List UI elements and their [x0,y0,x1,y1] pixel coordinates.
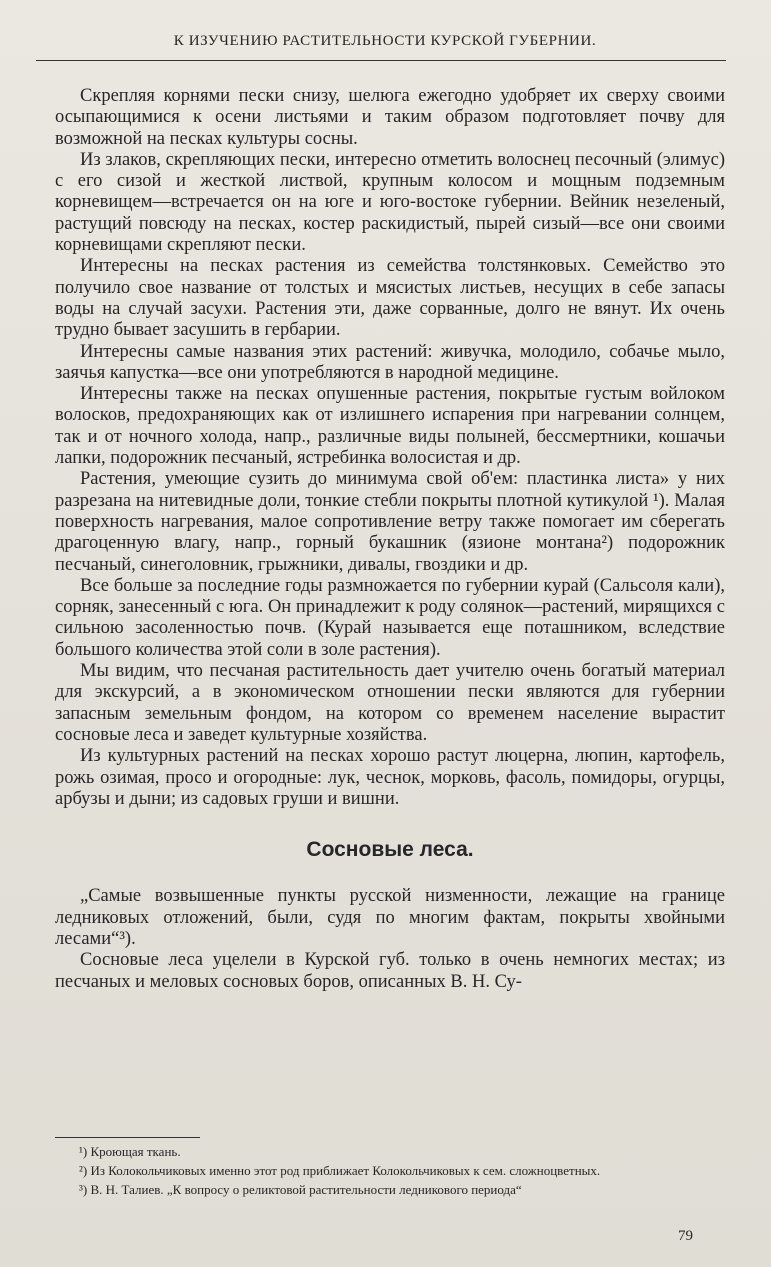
paragraph: „Самые возвышенные пункты русской низменности, лежащие на границе ледниковых отложений, были, судя по многим фактам, покрыты хвойными лесами“³). [55,886,725,949]
paragraph: Из культурных растений на песках хорошо растут люцерна, люпин, картофель, рожь озимая, просо и огородные: лук, чеснок, морковь, фасоль, помидоры, огурцы, арбузы и дыни; из садовых груши и вишни. [55,746,725,809]
paragraph: Сосновые леса уцелели в Курской губ. только в очень немногих местах; из песчаных и меловых сосновых боров, описанных В. Н. Су- [55,950,725,992]
footnotes [55,1142,725,1199]
footnote-rule [55,1137,200,1138]
paragraph: Интересны на песках растения из семейства толстянковых. Семейство это получило свое название от толстых и мясистых листьев, несущих в себе запасы воды на случай засухи. Растения эти, даже сорванные, долго не вянут. Их очень трудно бывает засушить в гербарии. [55,256,725,341]
page-number: 79 [678,1228,693,1244]
footnote: ³) В. Н. Талиев. „К вопросу о реликтовой растительности ледникового периода“ [79,1182,522,1197]
section-title: Сосновые леса. [306,838,474,862]
body-text [55,86,725,993]
footnote: ¹) Кроющая ткань. [79,1144,181,1159]
paragraph: Растения, умеющие сузить до минимума свой об'ем: пластинка листа» у них разрезана на нитевидные доли, тонкие стебли покрыты плотной кутикулой ¹). Малая поверхность нагревания, малое сопротивление ветру также помогает им сберегать драгоценную влагу, напр., горный букашник (язионе монтана²) подорожник песчаный, синеголовник, грыжники, дивалы, гвоздики и др. [55,469,725,575]
footnote: ²) Из Колокольчиковых именно этот род приближает Колокольчиковых к сем. сложноцветных. [79,1163,601,1178]
paragraph: Из злаков, скрепляющих пески, интересно отметить волоснец песочный (элимус) с его сизой и жесткой листвой, крупным колосом и мощным подземным корневищем—встречается он на юге и юго-востоке губернии. Вейник незеленый, растущий повсюду на песках, костер раскидистый, пырей сизый—все они своими корневищами скрепляют пески. [55,149,725,256]
running-head: К ИЗУЧЕНИЮ РАСТИТЕЛЬНОСТИ КУРСКОЙ ГУБЕРНИИ. [173,33,597,49]
header-rule [36,60,726,61]
paragraph: Скрепляя корнями пески снизу, шелюга ежегодно удобряет их сверху своими осыпающимися к осени листьями и таким образом подготовляет почву для возможной на песках культуры сосны. [55,86,725,149]
paragraph: Интересны также на песках опушенные растения, покрытые густым войлоком волосков, предохраняющих как от излишнего испарения при нагревании солнцем, так и от ночного холода, напр., различные виды полыней, бессмертники, кошачьи лапки, подорожник песчаный, ястребинка волосистая и др. [55,384,725,469]
paragraph: Мы видим, что песчаная растительность дает учителю очень богатый материал для экскурсий, а в экономическом отношении пески являются для губернии запасным земельным фондом, на котором со временем население вырастит сосновые леса и заведет культурные хозяйства. [55,661,725,745]
paragraph: Все больше за последние годы размножается по губернии курай (Сальсоля кали), сорняк, занесенный с юга. Он принадлежит к роду солянок—растений, мирящихся с сильною засоленностью почв. (Курай называется еще поташником, вследствие большого количества этой соли в золе растения). [55,575,725,660]
paragraph: Интересны самые названия этих растений: живучка, молодило, собачье мыло, заячья капустка—все они употребляются в народной медицине. [55,341,725,383]
